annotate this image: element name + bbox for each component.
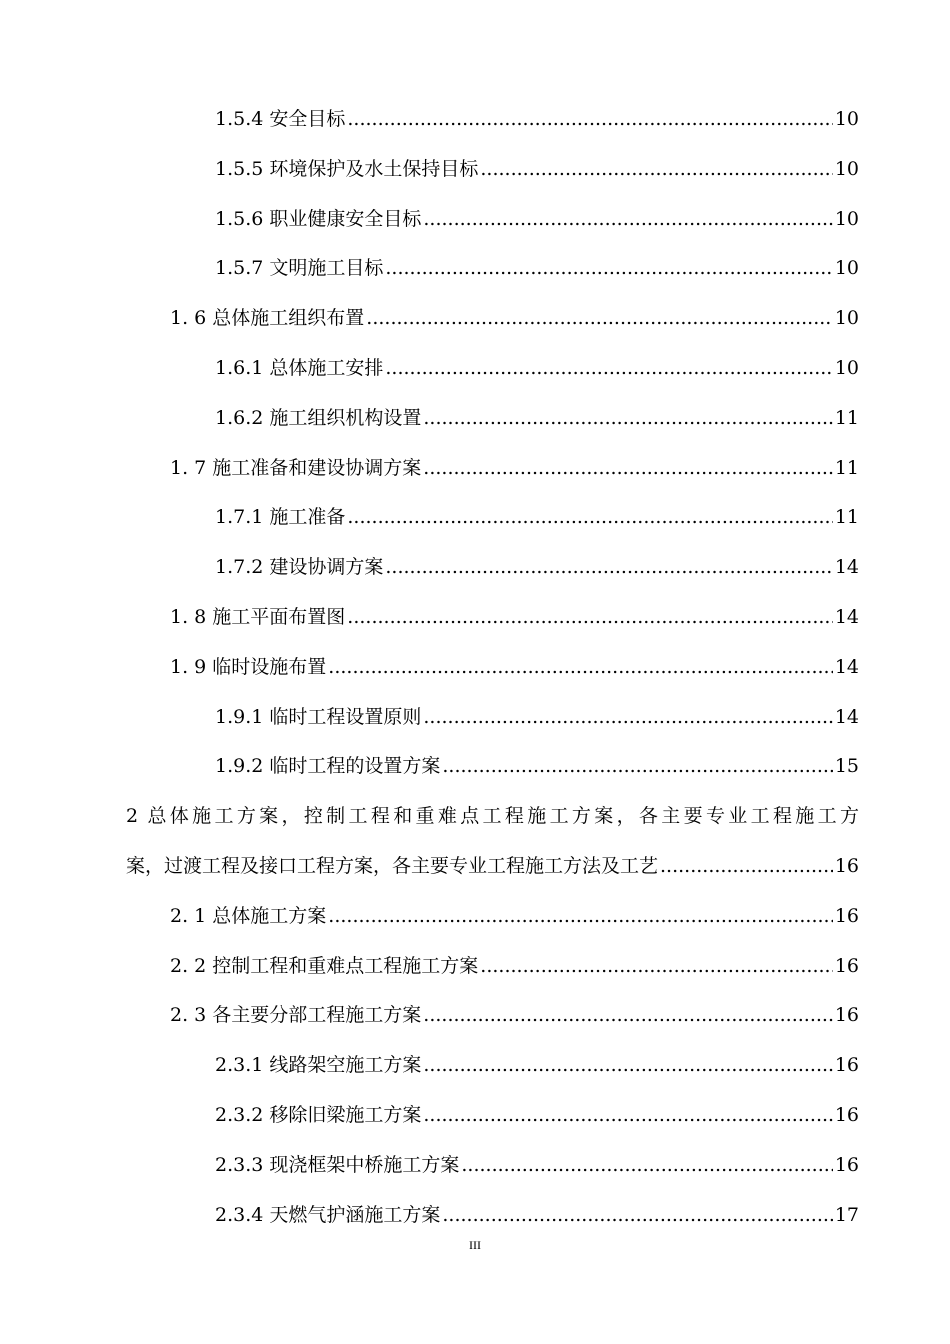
toc-entry[interactable] bbox=[0, 1091, 950, 1141]
toc-leader-dots bbox=[328, 643, 833, 693]
toc-entry-page: 16 bbox=[834, 904, 859, 927]
toc-entry-page: 10 bbox=[834, 157, 859, 180]
toc-entry-page: 14 bbox=[834, 705, 859, 728]
toc-entry[interactable] bbox=[0, 991, 950, 1041]
toc-entry[interactable] bbox=[0, 145, 950, 195]
toc-entry[interactable] bbox=[0, 244, 950, 294]
toc-leader-dots bbox=[442, 742, 832, 792]
toc-leader-dots bbox=[461, 1141, 832, 1191]
toc-entry-title: 1. 7 施工准备和建设协调方案 bbox=[170, 456, 422, 479]
toc-leader-dots bbox=[480, 942, 833, 992]
toc-entry-title: 2.3.1 线路架空施工方案 bbox=[215, 1054, 422, 1077]
toc-entry-page: 11 bbox=[834, 456, 859, 479]
toc-entry-page: 10 bbox=[834, 108, 859, 130]
toc-entry[interactable] bbox=[0, 344, 950, 394]
toc-entry-title: 1.7.2 建设协调方案 bbox=[215, 556, 384, 579]
toc-entry-title-line1: 2 总体施工方案，控制工程和重难点工程施工方案，各主要专业工程施工方 bbox=[126, 805, 859, 828]
toc-leader-dots bbox=[423, 394, 832, 444]
toc-entry-title: 2.3.4 天燃气护涵施工方案 bbox=[215, 1203, 441, 1226]
toc-entry-title: 案，过渡工程及接口工程方案，各主要专业工程施工方法及工艺 bbox=[126, 854, 659, 877]
toc-entry-title: 1. 8 施工平面布置图 bbox=[170, 605, 346, 628]
toc-leader-dots bbox=[423, 195, 832, 245]
toc-entry-title: 1.5.7 文明施工目标 bbox=[215, 257, 384, 280]
toc-entry[interactable] bbox=[0, 1141, 950, 1191]
toc-entry-title: 1.5.5 环境保护及水土保持目标 bbox=[215, 157, 479, 180]
toc-leader-dots bbox=[423, 444, 833, 494]
toc-entry[interactable] bbox=[0, 294, 950, 344]
toc-entry-title: 1.5.4 安全目标 bbox=[215, 108, 346, 130]
toc-entry[interactable] bbox=[0, 593, 950, 643]
toc-entry-page: 11 bbox=[834, 506, 859, 529]
toc-entry[interactable] bbox=[0, 493, 950, 543]
toc-entry-title: 1.6.2 施工组织机构设置 bbox=[215, 406, 422, 429]
toc-entry-page: 10 bbox=[834, 207, 859, 230]
toc-entry-page: 16 bbox=[834, 1103, 859, 1126]
toc-entry-title: 1.9.2 临时工程的设置方案 bbox=[215, 755, 441, 778]
toc-entry-page: 15 bbox=[834, 755, 859, 778]
toc-entry-page: 16 bbox=[834, 1004, 859, 1027]
toc-entry[interactable] bbox=[0, 444, 950, 494]
toc-leader-dots bbox=[347, 493, 832, 543]
toc-entry-title: 1.7.1 施工准备 bbox=[215, 506, 346, 529]
toc-entry-page: 11 bbox=[834, 406, 859, 429]
toc-leader-dots bbox=[442, 1191, 832, 1241]
toc-leader-dots bbox=[423, 693, 832, 743]
toc-leader-dots bbox=[423, 1091, 832, 1141]
page-number: III bbox=[469, 1238, 481, 1252]
toc-entry[interactable] bbox=[0, 195, 950, 245]
toc-entry-page: 17 bbox=[834, 1203, 859, 1226]
toc-entry[interactable] bbox=[0, 942, 950, 992]
toc-entry-title: 1. 6 总体施工组织布置 bbox=[170, 307, 365, 330]
toc-entry-chapter[interactable] bbox=[0, 792, 950, 892]
toc-entry-page: 16 bbox=[834, 1153, 859, 1176]
toc-entry-page: 16 bbox=[834, 954, 859, 977]
toc-leader-dots bbox=[423, 991, 833, 1041]
toc-entry-page: 14 bbox=[834, 605, 859, 628]
toc-entry-title: 1.9.1 临时工程设置原则 bbox=[215, 705, 422, 728]
toc-leader-dots bbox=[347, 593, 833, 643]
toc-leader-dots bbox=[347, 95, 832, 145]
toc-entry[interactable] bbox=[0, 394, 950, 444]
toc-entry-page: 10 bbox=[834, 356, 859, 379]
table-of-contents bbox=[0, 95, 950, 1240]
toc-entry[interactable] bbox=[0, 95, 950, 145]
toc-entry[interactable] bbox=[0, 1191, 950, 1241]
toc-entry-title: 1.6.1 总体施工安排 bbox=[215, 356, 384, 379]
toc-entry-title: 1. 9 临时设施布置 bbox=[170, 655, 327, 678]
toc-entry[interactable] bbox=[0, 643, 950, 693]
toc-leader-dots bbox=[423, 1041, 832, 1091]
toc-entry-page: 16 bbox=[834, 854, 859, 877]
toc-entry-title: 2. 1 总体施工方案 bbox=[170, 904, 327, 927]
toc-entry[interactable] bbox=[0, 693, 950, 743]
toc-entry-page: 16 bbox=[834, 1054, 859, 1077]
toc-entry-title: 2. 2 控制工程和重难点工程施工方案 bbox=[170, 954, 479, 977]
toc-entry[interactable] bbox=[0, 742, 950, 792]
toc-entry-page: 10 bbox=[834, 307, 859, 330]
toc-leader-dots bbox=[366, 294, 833, 344]
toc-entry[interactable] bbox=[0, 1041, 950, 1091]
toc-entry-page: 10 bbox=[834, 257, 859, 280]
toc-leader-dots bbox=[660, 842, 833, 892]
toc-entry-title: 2.3.3 现浇框架中桥施工方案 bbox=[215, 1153, 460, 1176]
toc-entry-title: 1.5.6 职业健康安全目标 bbox=[215, 207, 422, 230]
toc-leader-dots bbox=[385, 543, 832, 593]
toc-leader-dots bbox=[480, 145, 832, 195]
toc-entry-page: 14 bbox=[834, 556, 859, 579]
toc-leader-dots bbox=[385, 244, 832, 294]
toc-entry[interactable] bbox=[0, 543, 950, 593]
toc-entry-page: 14 bbox=[834, 655, 859, 678]
toc-entry[interactable] bbox=[0, 892, 950, 942]
toc-entry-title: 2. 3 各主要分部工程施工方案 bbox=[170, 1004, 422, 1027]
toc-leader-dots bbox=[328, 892, 833, 942]
toc-leader-dots bbox=[385, 344, 832, 394]
toc-entry-title: 2.3.2 移除旧梁施工方案 bbox=[215, 1103, 422, 1126]
